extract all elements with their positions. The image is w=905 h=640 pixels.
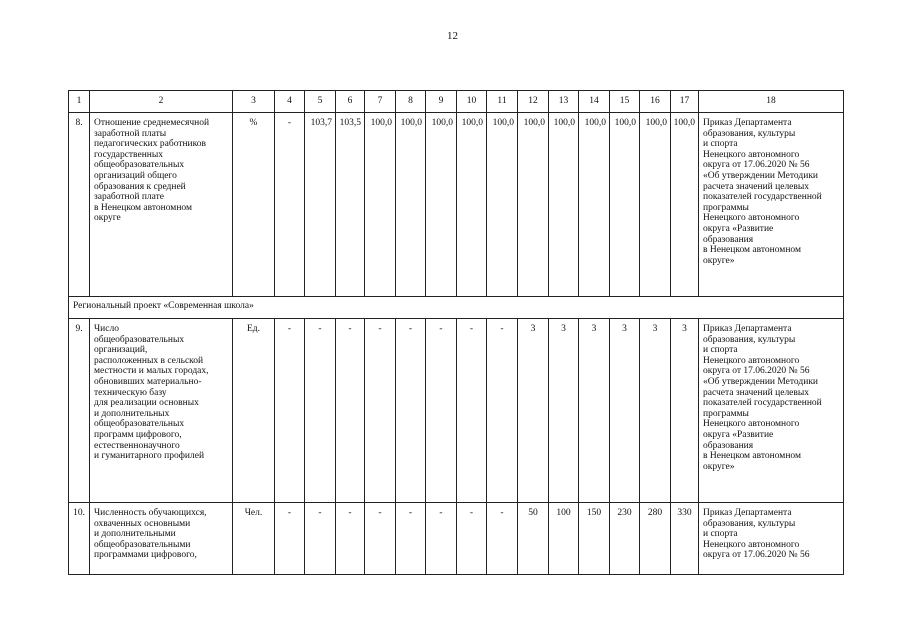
indicator-description [90, 319, 233, 503]
value-cell: 280 [640, 503, 671, 575]
header-cell: 14 [579, 91, 610, 113]
value-cell: 100,0 [457, 113, 487, 297]
value-cell: 100,0 [365, 113, 396, 297]
source-line: образования, культуры [703, 128, 796, 139]
unit-cell: Чел. [233, 503, 275, 575]
header-cell: 2 [90, 91, 233, 113]
description-line: округе [94, 213, 121, 224]
source-line: округа «Развитие [703, 223, 774, 234]
source-line: округа «Развитие [703, 429, 774, 440]
value-cell: - [457, 319, 487, 503]
value-cell: 3 [671, 319, 699, 503]
value-cell: 100,0 [640, 113, 671, 297]
source-document [699, 113, 844, 297]
value-cell: 100,0 [518, 113, 549, 297]
source-line: расчета значений целевых [703, 387, 810, 398]
section-title: Региональный проект «Современная школа» [69, 297, 844, 319]
value-cell: - [487, 319, 518, 503]
source-line: Ненецкого автономного [703, 419, 800, 430]
value-cell: 100,0 [549, 113, 579, 297]
description-line: техническую базу [94, 387, 167, 398]
source-line: округа от 17.06.2020 № 56 [703, 160, 810, 171]
indicator-description [90, 503, 233, 575]
value-cell: 100 [549, 503, 579, 575]
value-cell: - [336, 319, 365, 503]
value-cell: - [275, 319, 305, 503]
value-cell: - [396, 503, 426, 575]
source-line: в Ненецком автономном [703, 451, 801, 462]
value-cell: - [426, 503, 457, 575]
header-cell: 17 [671, 91, 699, 113]
source-line: округе» [703, 255, 735, 266]
description-line: общеобразовательных [94, 334, 185, 345]
description-line: педагогических работников [94, 139, 207, 150]
value-cell: 3 [640, 319, 671, 503]
row-number: 10. [69, 503, 90, 575]
source-line: образования, культуры [703, 518, 796, 529]
value-cell: 3 [579, 319, 610, 503]
header-cell: 9 [426, 91, 457, 113]
source-line: Ненецкого автономного [703, 355, 800, 366]
source-line: образования, культуры [703, 334, 796, 345]
source-line: Приказ Департамента [703, 324, 792, 334]
source-line: Ненецкого автономного [703, 149, 800, 160]
header-cell: 6 [336, 91, 365, 113]
value-cell: 3 [610, 319, 640, 503]
header-cell: 5 [305, 91, 336, 113]
source-line: округа от 17.06.2020 № 56 [703, 550, 810, 561]
source-line: и спорта [703, 139, 738, 150]
description-line: заработной платы [94, 128, 167, 139]
description-line: организаций общего [94, 170, 177, 181]
row-number: 9. [69, 319, 90, 503]
source-line: Приказ Департамента [703, 508, 792, 518]
table-row [69, 503, 844, 575]
source-line: образования [703, 234, 754, 245]
description-line: программами цифрового, [94, 550, 197, 561]
source-line: показателей государственной [703, 192, 822, 203]
description-line: расположенных в сельской [94, 355, 204, 366]
header-cell: 10 [457, 91, 487, 113]
header-cell: 16 [640, 91, 671, 113]
description-line: местности и малых городах, [94, 366, 209, 377]
value-cell: - [275, 503, 305, 575]
unit-cell: Ед. [233, 319, 275, 503]
source-line: программы [703, 408, 749, 419]
value-cell: 3 [549, 319, 579, 503]
source-line: «Об утверждении Методики [703, 376, 819, 387]
description-line: программ цифрового, [94, 429, 182, 440]
value-cell: - [487, 503, 518, 575]
value-cell: - [305, 503, 336, 575]
description-line: в Ненецком автономном [94, 202, 192, 213]
header-cell: 8 [396, 91, 426, 113]
source-line: образования [703, 440, 754, 451]
value-cell: 103,7 [305, 113, 336, 297]
source-line: Ненецкого автономного [703, 539, 800, 550]
value-cell: - [426, 319, 457, 503]
source-line: показателей государственной [703, 398, 822, 409]
value-cell: 230 [610, 503, 640, 575]
header-cell: 7 [365, 91, 396, 113]
description-line: для реализации основных [94, 398, 199, 409]
value-cell: - [305, 319, 336, 503]
row-number: 8. [69, 113, 90, 297]
description-line: общеобразовательных [94, 419, 185, 430]
source-line: округа от 17.06.2020 № 56 [703, 366, 810, 377]
source-line: и спорта [703, 345, 738, 356]
header-cell: 1 [69, 91, 90, 113]
value-cell: - [396, 319, 426, 503]
source-line: в Ненецком автономном [703, 245, 801, 256]
value-cell: 100,0 [671, 113, 699, 297]
section-row [69, 297, 844, 319]
description-line: Отношение среднемесячной [94, 118, 210, 128]
value-cell: - [275, 113, 305, 297]
description-line: Число [94, 324, 119, 334]
header-cell: 11 [487, 91, 518, 113]
header-cell: 18 [699, 91, 844, 113]
source-line: Приказ Департамента [703, 118, 792, 128]
indicators-table [68, 90, 844, 575]
description-line: Численность обучающихся, [94, 508, 207, 518]
description-line: и дополнительных [94, 408, 170, 419]
description-line: заработной плате [94, 192, 165, 203]
source-line: программы [703, 202, 749, 213]
header-cell: 15 [610, 91, 640, 113]
table-header-row [69, 91, 844, 113]
description-line: обновивших материально- [94, 376, 202, 387]
description-line: и дополнительными [94, 529, 176, 540]
value-cell: 150 [579, 503, 610, 575]
source-line: и спорта [703, 529, 738, 540]
value-cell: 103,5 [336, 113, 365, 297]
value-cell: 330 [671, 503, 699, 575]
description-line: естественнонаучного [94, 440, 180, 451]
header-cell: 12 [518, 91, 549, 113]
description-line: общеобразовательных [94, 160, 185, 171]
value-cell: 3 [518, 319, 549, 503]
source-line: расчета значений целевых [703, 181, 810, 192]
value-cell: 100,0 [426, 113, 457, 297]
description-line: общеобразовательными [94, 539, 191, 550]
page-number: 12 [447, 30, 458, 42]
value-cell: - [365, 503, 396, 575]
unit-cell: % [233, 113, 275, 297]
header-cell: 4 [275, 91, 305, 113]
header-cell: 3 [233, 91, 275, 113]
source-document [699, 503, 844, 575]
description-line: охваченных основными [94, 518, 191, 529]
description-line: государственных [94, 149, 164, 160]
description-line: и гуманитарного профилей [94, 451, 205, 462]
value-cell: 100,0 [579, 113, 610, 297]
table-row [69, 319, 844, 503]
value-cell: - [365, 319, 396, 503]
indicator-description [90, 113, 233, 297]
table-row [69, 113, 844, 297]
value-cell: 100,0 [396, 113, 426, 297]
header-cell: 13 [549, 91, 579, 113]
value-cell: 100,0 [487, 113, 518, 297]
value-cell: 50 [518, 503, 549, 575]
description-line: организаций, [94, 345, 148, 356]
description-line: образования к средней [94, 181, 186, 192]
value-cell: - [336, 503, 365, 575]
value-cell: - [457, 503, 487, 575]
source-document [699, 319, 844, 503]
value-cell: 100,0 [610, 113, 640, 297]
source-line: Ненецкого автономного [703, 213, 800, 224]
source-line: округе» [703, 461, 735, 472]
source-line: «Об утверждении Методики [703, 170, 819, 181]
